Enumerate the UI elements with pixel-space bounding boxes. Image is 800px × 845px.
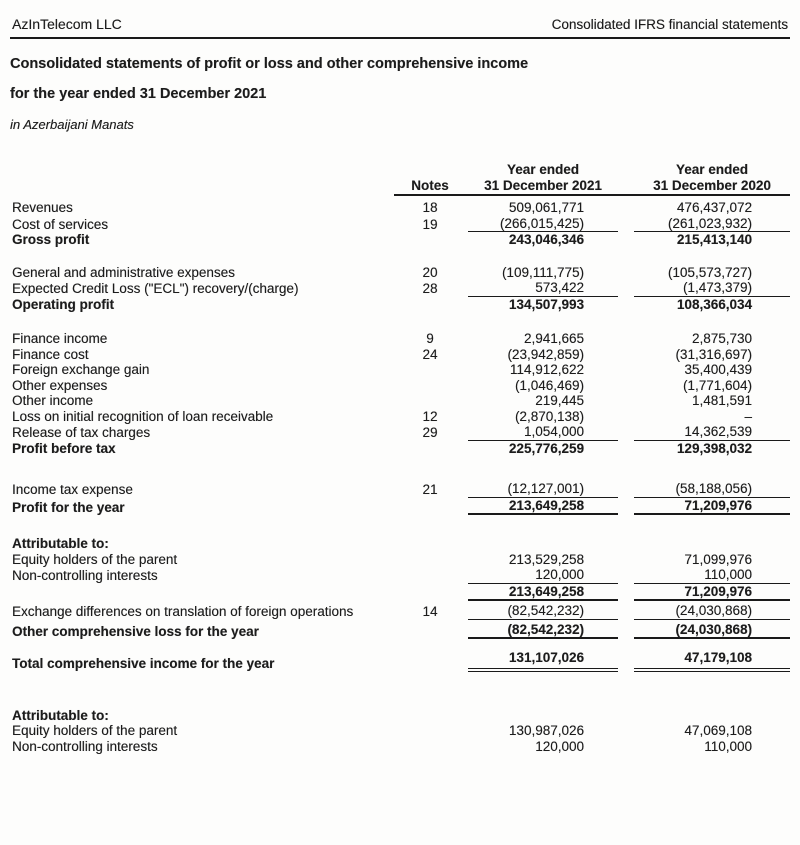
table-row bbox=[10, 409, 790, 425]
row-label: Foreign exchange gain bbox=[12, 362, 150, 377]
row-value-2020: 71,099,976 bbox=[684, 551, 752, 567]
row-value-2021: (12,127,001) bbox=[468, 481, 618, 498]
row-value-2020: 110,000 bbox=[704, 738, 752, 754]
row-value-2021: 120,000 bbox=[468, 567, 618, 584]
row-value-2020: 71,209,976 bbox=[634, 584, 790, 602]
row-value-2021: 2,941,665 bbox=[523, 331, 584, 346]
row-label: Revenues bbox=[12, 200, 73, 215]
row-value-2020: (1,771,604) bbox=[682, 377, 752, 393]
row-value-2021: (2,870,138) bbox=[514, 408, 584, 424]
row-note: 12 bbox=[422, 408, 438, 424]
row-value-2021: 131,107,026 bbox=[468, 650, 618, 672]
row-value-2020: 108,366,034 bbox=[676, 296, 752, 312]
table-row bbox=[10, 331, 790, 347]
row-value-2021: 114,912,622 bbox=[509, 362, 584, 377]
row-label: Income tax expense bbox=[12, 482, 133, 497]
row-value-2021: 1,054,000 bbox=[468, 424, 618, 441]
row-value-2020: 110,000 bbox=[634, 567, 790, 584]
table-row bbox=[10, 567, 790, 584]
row-value-2020: (58,188,056) bbox=[634, 481, 790, 498]
row-label: Attributable to: bbox=[12, 707, 109, 723]
row-value-2020: (261,023,932) bbox=[634, 216, 790, 233]
table-row bbox=[10, 723, 790, 739]
column-header-2020-line2: 31 December 2020 bbox=[653, 177, 771, 193]
row-label: Equity holders of the parent bbox=[12, 551, 178, 567]
table-row bbox=[10, 498, 790, 516]
currency-note: in Azerbaijani Manats bbox=[10, 117, 134, 132]
financial-table bbox=[10, 162, 790, 754]
row-label: Profit for the year bbox=[12, 499, 125, 515]
row-value-2020: 14,362,539 bbox=[634, 424, 790, 441]
table-row bbox=[10, 393, 790, 409]
row-note: 24 bbox=[422, 346, 438, 362]
row-value-2021: 134,507,993 bbox=[508, 296, 584, 312]
row-value-2021: 120,000 bbox=[535, 738, 584, 754]
table-row bbox=[10, 265, 790, 281]
row-label: Finance cost bbox=[12, 346, 89, 362]
row-note: 29 bbox=[422, 425, 438, 440]
row-label: General and administrative expenses bbox=[12, 264, 235, 280]
row-label: Other expenses bbox=[12, 377, 108, 393]
row-value-2020: – bbox=[744, 408, 752, 424]
table-row bbox=[10, 441, 790, 457]
column-header-2020 bbox=[634, 162, 790, 193]
row-value-2021: 213,529,258 bbox=[508, 551, 584, 567]
row-value-2020: 2,875,730 bbox=[691, 331, 752, 346]
row-note: 20 bbox=[422, 264, 438, 280]
table-row bbox=[10, 297, 790, 313]
table-row bbox=[10, 200, 790, 216]
column-header-2021-line1: Year ended bbox=[506, 162, 580, 177]
row-value-2021: (82,542,232) bbox=[468, 622, 618, 640]
row-note: 21 bbox=[422, 482, 438, 497]
table-row bbox=[10, 362, 790, 378]
table-row bbox=[10, 622, 790, 640]
row-value-2020: (31,316,697) bbox=[675, 346, 752, 362]
table-row bbox=[10, 347, 790, 363]
row-value-2021: 130,987,026 bbox=[508, 723, 584, 738]
row-value-2020: (24,030,868) bbox=[634, 603, 790, 620]
row-label: Exchange differences on translation of foreign operations bbox=[12, 604, 354, 619]
row-label: Loss on initial recognition of loan receivable bbox=[12, 408, 274, 424]
table-row bbox=[10, 650, 790, 672]
row-value-2021: (82,542,232) bbox=[468, 603, 618, 620]
table-row bbox=[10, 552, 790, 568]
row-value-2020: 71,209,976 bbox=[634, 498, 790, 516]
row-note: 9 bbox=[426, 331, 434, 346]
doc-type-label: Consolidated IFRS financial statements bbox=[551, 17, 788, 32]
row-label: Non-controlling interests bbox=[12, 568, 158, 583]
table-row bbox=[10, 584, 790, 602]
table-row bbox=[10, 378, 790, 394]
table-row bbox=[10, 739, 790, 755]
row-value-2020: 1,481,591 bbox=[691, 393, 752, 408]
table-body bbox=[10, 200, 790, 754]
table-row bbox=[10, 708, 790, 724]
table-row bbox=[10, 536, 790, 552]
row-value-2021: 509,061,771 bbox=[508, 200, 584, 215]
row-value-2020: (24,030,868) bbox=[634, 622, 790, 640]
row-value-2021: (109,111,775) bbox=[501, 264, 584, 280]
row-value-2021: (266,015,425) bbox=[468, 216, 618, 233]
row-value-2021: (23,942,859) bbox=[507, 346, 584, 362]
table-header-row bbox=[10, 162, 790, 196]
row-label: Profit before tax bbox=[12, 440, 116, 456]
document-header bbox=[10, 12, 790, 39]
row-value-2020: 35,400,439 bbox=[684, 362, 752, 377]
row-label: Other comprehensive loss for the year bbox=[12, 623, 259, 639]
row-label: Equity holders of the parent bbox=[12, 723, 178, 738]
row-value-2020: (1,473,379) bbox=[634, 280, 790, 297]
statement-period: for the year ended 31 December 2021 bbox=[10, 86, 267, 102]
row-value-2021: 573,422 bbox=[468, 280, 618, 297]
table-row bbox=[10, 481, 790, 498]
row-label: Non-controlling interests bbox=[12, 738, 158, 754]
row-value-2021: (1,046,469) bbox=[514, 377, 584, 393]
column-header-2021-line2: 31 December 2021 bbox=[484, 177, 602, 193]
row-label: Cost of services bbox=[12, 216, 109, 232]
row-value-2020: 47,069,108 bbox=[684, 723, 752, 738]
table-row bbox=[10, 216, 790, 233]
row-label: Attributable to: bbox=[12, 536, 109, 551]
table-row bbox=[10, 280, 790, 297]
column-header-notes: Notes bbox=[411, 178, 449, 193]
table-row bbox=[10, 603, 790, 620]
row-note: 14 bbox=[422, 604, 438, 619]
row-value-2020: 129,398,032 bbox=[676, 440, 752, 456]
row-value-2020: 215,413,140 bbox=[676, 232, 752, 247]
row-value-2020: (105,573,727) bbox=[667, 264, 752, 280]
row-value-2020: 476,437,072 bbox=[676, 200, 752, 215]
row-value-2020: 47,179,108 bbox=[634, 650, 790, 672]
row-label: Gross profit bbox=[12, 232, 90, 247]
column-header-2020-line1: Year ended bbox=[675, 162, 749, 177]
table-row bbox=[10, 232, 790, 248]
row-value-2021: 213,649,258 bbox=[468, 584, 618, 602]
row-value-2021: 243,046,346 bbox=[508, 232, 584, 247]
table-row bbox=[10, 424, 790, 441]
row-value-2021: 213,649,258 bbox=[468, 498, 618, 516]
column-header-2021 bbox=[468, 162, 618, 193]
row-note: 18 bbox=[422, 200, 438, 215]
row-value-2021: 219,445 bbox=[535, 393, 584, 408]
row-label: Release of tax charges bbox=[12, 425, 151, 440]
row-note: 19 bbox=[422, 216, 438, 232]
statement-title: Consolidated statements of profit or loss and other comprehensive income bbox=[10, 56, 529, 72]
row-label: Total comprehensive income for the year bbox=[12, 656, 275, 671]
row-label: Other income bbox=[12, 393, 94, 408]
row-label: Finance income bbox=[12, 331, 108, 346]
row-value-2021: 225,776,259 bbox=[508, 440, 584, 456]
row-label: Operating profit bbox=[12, 296, 114, 312]
row-note: 28 bbox=[422, 281, 438, 296]
company-name: AzInTelecom LLC bbox=[12, 16, 122, 32]
row-label: Expected Credit Loss ("ECL") recovery/(charge) bbox=[12, 281, 299, 296]
